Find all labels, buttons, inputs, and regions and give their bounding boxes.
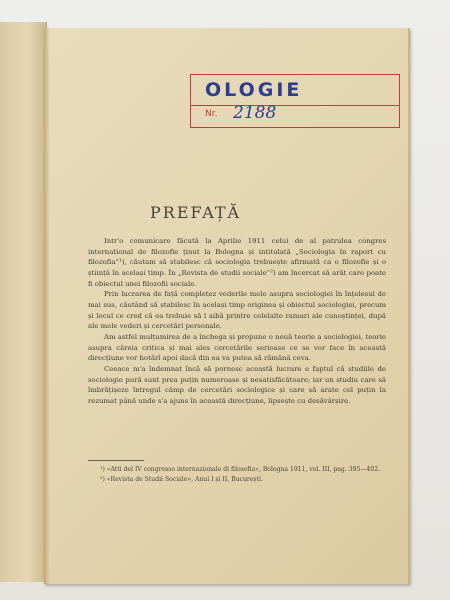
footnote-divider xyxy=(88,460,144,461)
stamp-handwritten-number: 2188 xyxy=(233,103,277,123)
paragraph-3: Am astfel mulțumirea de a închega și propune o nouă teorie a sociologiei, teorie asupra căreia critica și mai ales cercetările serioase ce se vor face în această direcțiune vor hotărî apoi dacă din ea va putea să rămână ceva. xyxy=(88,332,386,363)
paragraph-4: Ceeace m'a îndemnat încă să pornesc această lucrare e faptul că studiile de sociologie pură sunt prea puțin numeroase și nesatisfăcătoare; iar un studiu care să îmbrățișeze întregul câmp de cercetări sociologice și care să arate cel puțin la rezumat până unde s'a ajuns în această direcțiune, lipsește cu desăvârșire. xyxy=(88,364,386,405)
footnote-2: ²) «Revista de Studii Sociale», Anul I și II, București. xyxy=(100,476,263,483)
paragraph-2: Prin lucrarea de față completez vederile mele asupra sociologiei în înțelesul de mai sus, căutând să stabilesc în același timp originea și obiectul sociologiei, precum și locul ce cred că ea trebuie să l aibă printre celelalte ramuri ale cunoștinței, după ale mele vederi și cercetări personale. xyxy=(88,290,386,331)
footnote-1: ¹) «Atti del IV congresso internazionale di filosofia», Bologna 1911, vol. III, pag. 395—402. xyxy=(100,466,381,473)
stamp-title: OLOGIE xyxy=(205,79,303,101)
preface-body xyxy=(88,236,386,407)
paragraph-1: Intr'o comunicare făcută la Aprilie 1911 celui de al patrulea congres international de filozofie ținut la Bologna și intitulată „Sociologia în raport cu filozofia“¹), căutam să stabilesc că sociologia trebuește afirmată ca o filozofie și o știință în același timp. În „Revista de studii sociale“²) am încercat să arăt care poate fi obiectul unei filozofii sociale. xyxy=(88,237,386,288)
page-gutter-shadow xyxy=(44,28,50,584)
stamp-nr-label: Nr. xyxy=(205,109,218,119)
library-stamp xyxy=(190,74,400,128)
page-heading: PREFAȚĂ xyxy=(150,203,242,222)
stamp-divider xyxy=(191,105,399,106)
footnotes xyxy=(88,465,386,485)
left-page-edge xyxy=(0,22,47,582)
